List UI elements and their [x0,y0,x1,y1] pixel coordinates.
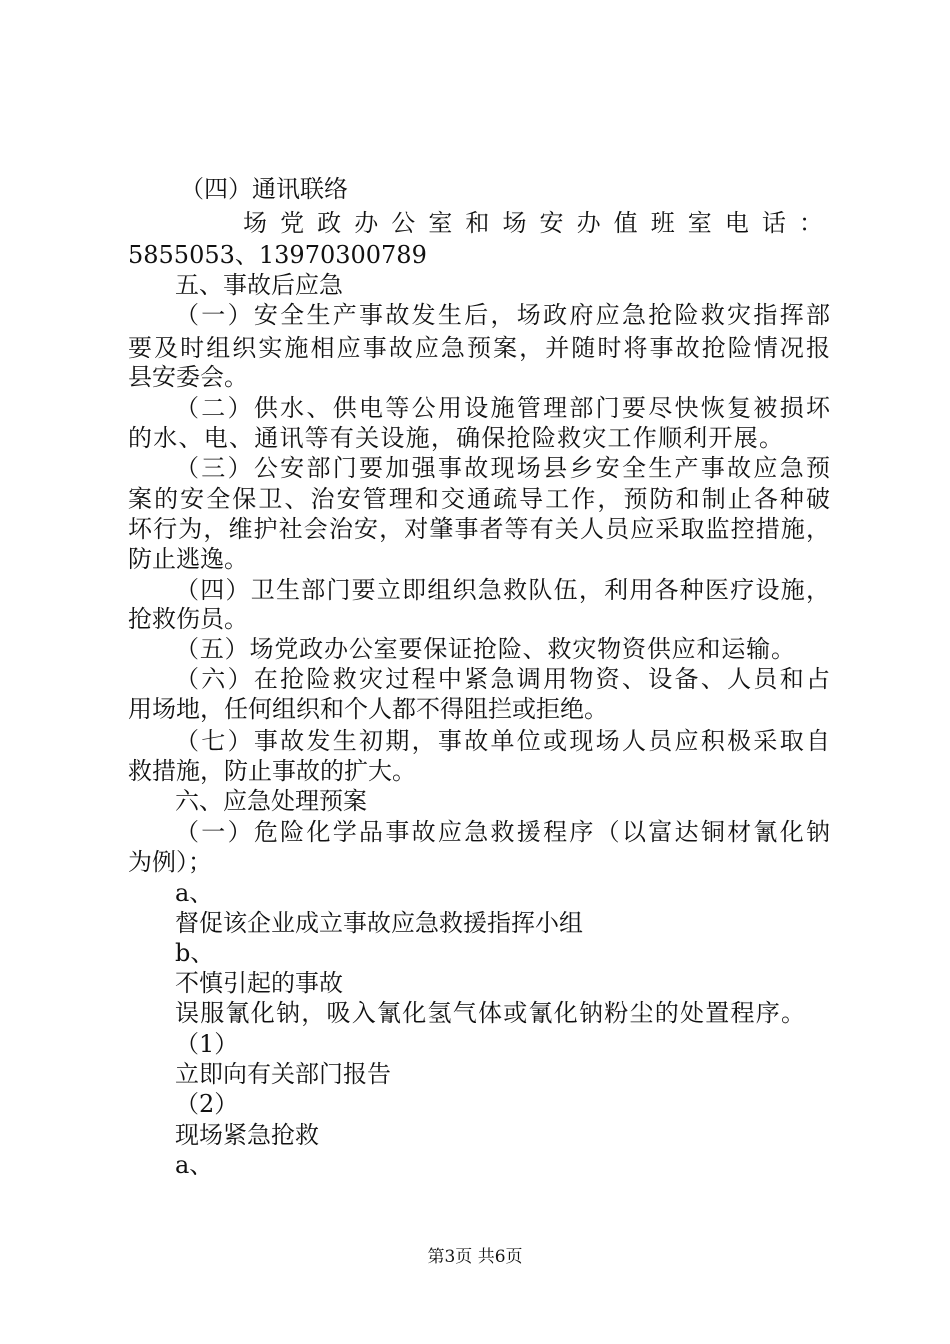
text-line: a、 [175,1151,214,1179]
text-line: 为例）； [128,848,212,876]
text-line: 不慎引起的事故 [175,969,343,997]
text-line: 坏行为，维护社会治安，对肇事者等有关人员应采取监控措施， [128,515,830,543]
text-line: 用场地，任何组织和个人都不得阻拦或拒绝。 [128,695,608,723]
text-line: 抢救伤员。 [128,605,248,633]
text-line: 场 党 政 办 公 室 和 场 安 办 值 班 室 电 话 ： [243,209,823,237]
text-line: （一）安全生产事故发生后，场政府应急抢险救灾指挥部 [175,301,830,329]
text-line: （三）公安部门要加强事故现场县乡安全生产事故应急预 [175,454,830,482]
text-line: 误服氰化钠，吸入氰化氢气体或氰化钠粉尘的处置程序。 [175,999,805,1027]
text-line: （六）在抢险救灾过程中紧急调用物资、设备、人员和占 [175,665,830,693]
text-line: 现场紧急抢救 [175,1121,319,1149]
text-line: 案的安全保卫、治安管理和交通疏导工作，预防和制止各种破 [128,485,830,513]
text-line: 5855053、13970300789 [128,241,427,269]
text-line: 县安委会。 [128,363,248,391]
page-footer: 第3页 共6页 [427,1247,523,1267]
text-line: b、 [175,939,215,967]
text-line: （五）场党政办公室要保证抢险、救灾物资供应和运输。 [175,635,795,663]
text-line: 要及时组织实施相应事故应急预案，并随时将事故抢险情况报 [128,334,830,362]
text-line: （二）供水、供电等公用设施管理部门要尽快恢复被损坏 [175,394,830,422]
text-line: 救措施，防止事故的扩大。 [128,757,416,785]
section-heading: 六、应急处理预案 [175,787,367,815]
text-line: 防止逃逸。 [128,545,248,573]
text-line: （七）事故发生初期，事故单位或现场人员应积极采取自 [175,727,830,755]
text-line: 的水、电、通讯等有关设施，确保抢险救灾工作顺利开展。 [128,424,783,452]
section-heading: 五、事故后应急 [175,271,343,299]
text-line: （四）通讯联络 [180,175,348,203]
text-line: （2） [175,1090,239,1118]
text-line: （一）危险化学品事故应急救援程序（以富达铜材氰化钠 [175,818,830,846]
text-line: a、 [175,879,214,907]
text-line: （1） [175,1030,239,1058]
text-line: 督促该企业成立事故应急救援指挥小组 [175,909,583,937]
text-line: 立即向有关部门报告 [175,1060,391,1088]
text-line: （四）卫生部门要立即组织急救队伍，利用各种医疗设施， [175,576,830,604]
